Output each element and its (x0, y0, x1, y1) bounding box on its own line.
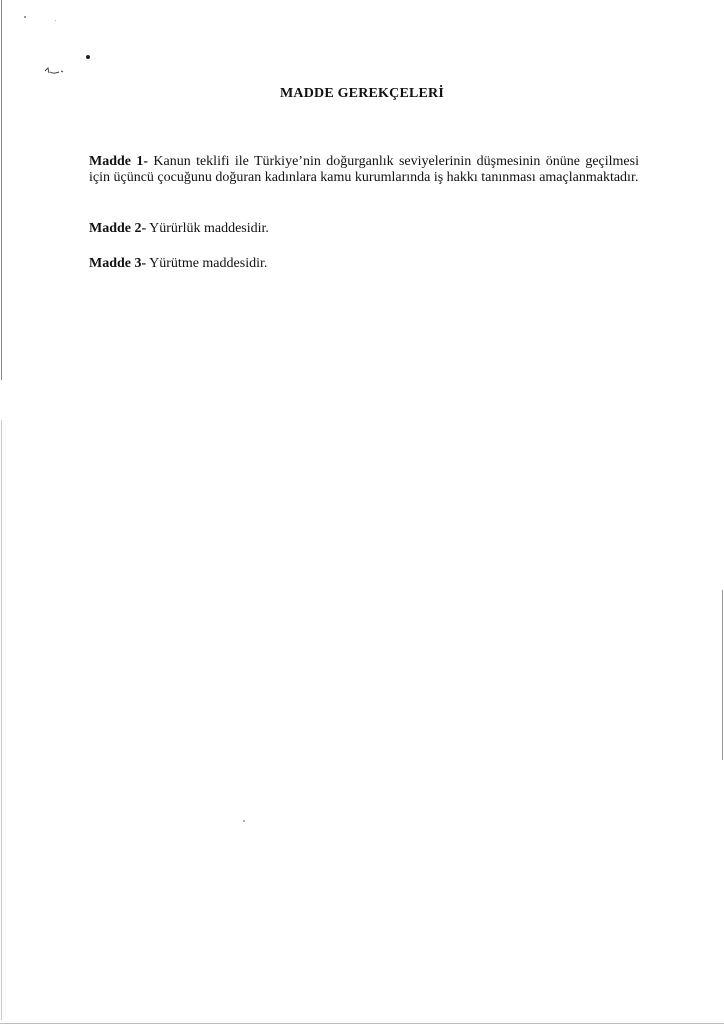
article-2-text: Yürürlük maddesidir. (149, 221, 269, 236)
scan-speck (55, 20, 56, 21)
scan-edge-left-lower (1, 420, 2, 1020)
article-3 (89, 256, 639, 272)
handwritten-mark (44, 66, 66, 76)
scan-speck (243, 820, 245, 822)
article-3-label: Madde 3- (89, 256, 147, 271)
scan-edge-left (1, 0, 2, 380)
article-2-label: Madde 2- (89, 221, 147, 236)
article-3-text: Yürütme maddesidir. (149, 256, 268, 271)
document-title: MADDE GEREKÇELERİ (279, 86, 445, 101)
article-2 (89, 221, 639, 237)
article-1 (89, 154, 639, 185)
scan-speck (24, 16, 26, 18)
article-1-text: Kanun teklifi ile Türkiye’nin doğurganlık seviyelerinin düşmesinin önüne geçilmesi için üçüncü çocuğunu doğuran kadınlara kamu kurumlarında iş hakkı tanınması amaçlanmaktadır. (89, 154, 639, 185)
scan-speck (86, 55, 90, 59)
article-1-label: Madde 1- (89, 154, 149, 169)
scan-edge-right (722, 590, 723, 760)
